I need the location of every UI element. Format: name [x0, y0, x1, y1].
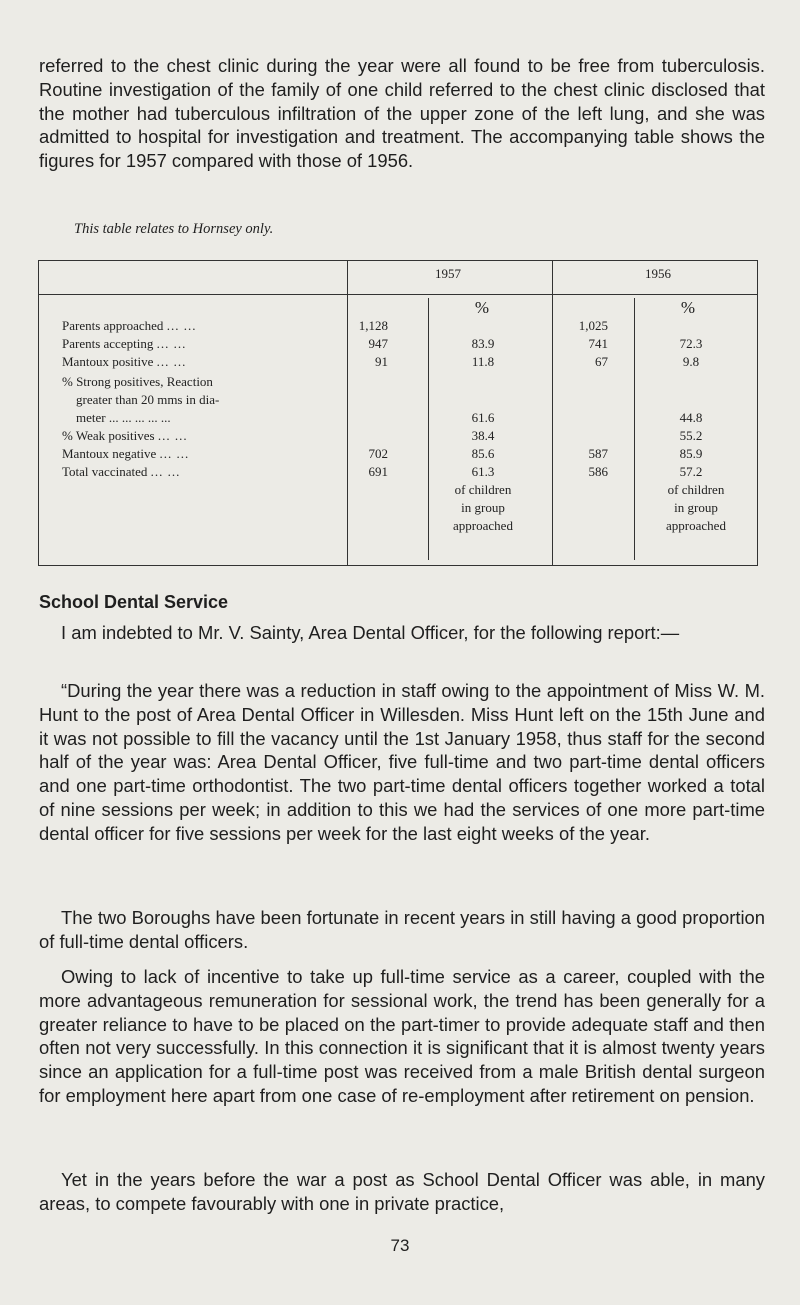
table-note: This table relates to Hornsey only.: [74, 221, 274, 237]
count-1956: 1,025: [578, 318, 608, 333]
year-1956-header: 1956: [645, 266, 671, 281]
strong-label-line-2: greater than 20 mms in dia-: [76, 392, 220, 407]
strong-positives-label: [62, 373, 219, 427]
prewar-paragraph: Yet in the years before the war a post as School Dental Officer was able, in many areas, to compete favourably with one in private practice,: [39, 1169, 765, 1214]
percent-1957: 85.6: [471, 446, 495, 461]
leader-dots: ... ...: [159, 446, 190, 461]
percent-1956: 72.3: [679, 336, 703, 351]
percent-1957: 11.8: [471, 354, 495, 369]
count-1957: 947: [368, 336, 388, 351]
note-line-3: approached: [453, 518, 513, 533]
table-row: [38, 335, 758, 353]
strong-percent-1956: 44.8: [679, 410, 703, 425]
incentive-paragraph: Owing to lack of incentive to take up full-time service as a career, coupled with the more advantageous remuneration for sessional work, the trend has been generally for a greater reliance to have to be placed on the part-timer to provide adequate staff and then often not very successfully. In this connection it is significant that it is almost twenty years since an application for a full-time post was received from a male British dental surgeon for employment here apart from one case of re-employment after retirement on pension.: [39, 966, 765, 1106]
year-1957-header: 1957: [435, 266, 461, 281]
note-line-1: of children: [454, 482, 512, 497]
percent-1956: 85.9: [679, 446, 703, 461]
count-1956: 586: [588, 464, 608, 479]
report-quote-paragraph: “During the year there was a reduction in staff owing to the appointment of Miss W. M. Hunt to the post of Area Dental Officer in Willesden. Miss Hunt left on the 15th June and it was not possible to fill the vacancy until the 1st January 1958, thus staff for the second half of the year was: Area Dental Officer, five full-time and two part-time dental officers and one part-time orthodontist. The two part-time dental officers together worked a total of nine sessions per week; in addition to this we had the services of one more part-time dental officer for five sessions per week for the last eight weeks of the year.: [39, 680, 765, 844]
strong-label-line-3: meter ... ... ... ... ...: [76, 410, 171, 425]
table-row: [38, 317, 758, 335]
page-number: 73: [390, 1236, 410, 1255]
row-label: Parents approached: [62, 318, 164, 333]
row-label: Mantoux positive: [62, 354, 154, 369]
table-row: [38, 427, 758, 445]
count-1956: 741: [588, 336, 608, 351]
count-1956: 67: [595, 354, 608, 369]
row-label: % Weak positives: [62, 428, 155, 443]
percent-1956: 55.2: [679, 428, 703, 443]
count-1957: 91: [375, 354, 388, 369]
vaccination-table: [38, 260, 758, 566]
percent-1956-header: %: [680, 298, 696, 317]
percent-1956: 57.2: [679, 464, 703, 479]
table-row: [38, 445, 758, 463]
intro-paragraph: referred to the chest clinic during the year were all found to be free from tuberculosis. Routine investigation of the family of one child referred to the chest clinic disclosed that the mother had tuberculous infiltration of the upper zone of the left lung, and she was admitted to hospital for investigation and treatment. The accompanying table shows the figures for 1957 compared with those of 1956.: [39, 55, 765, 172]
leader-dots: ... ...: [166, 318, 197, 333]
leader-dots: ... ...: [150, 464, 181, 479]
boroughs-paragraph: The two Boroughs have been fortunate in recent years in still having a good proportion of full-time dental officers.: [39, 907, 765, 952]
note-line-1: of children: [667, 482, 725, 497]
percent-1956: 9.8: [682, 354, 700, 369]
percent-1957: 61.3: [471, 464, 495, 479]
vaccinated-note-1956: [636, 481, 756, 535]
table-row: [38, 353, 758, 371]
leader-dots: ... ...: [157, 428, 188, 443]
count-1957: 702: [368, 446, 388, 461]
percent-1957-header: %: [474, 298, 490, 317]
leader-dots: ... ...: [156, 354, 187, 369]
count-1957: 691: [368, 464, 388, 479]
section-heading: School Dental Service: [39, 592, 229, 612]
vaccinated-note-1957: [423, 481, 543, 535]
report-intro-paragraph: I am indebted to Mr. V. Sainty, Area Dental Officer, for the following report:—: [61, 622, 680, 643]
strong-percent-1957: 61.6: [471, 410, 495, 425]
count-1956: 587: [588, 446, 608, 461]
strong-label-line-1: % Strong positives, Reaction: [62, 374, 213, 389]
percent-1957: 38.4: [471, 428, 495, 443]
note-line-2: in group: [461, 500, 505, 515]
count-1957: 1,128: [358, 318, 388, 333]
leader-dots: ... ...: [156, 336, 187, 351]
note-line-3: approached: [666, 518, 726, 533]
row-label: Mantoux negative: [62, 446, 157, 461]
table-row: [38, 463, 758, 481]
percent-1957: 83.9: [471, 336, 495, 351]
row-label: Total vaccinated: [62, 464, 148, 479]
row-label: Parents accepting: [62, 336, 154, 351]
note-line-2: in group: [674, 500, 718, 515]
